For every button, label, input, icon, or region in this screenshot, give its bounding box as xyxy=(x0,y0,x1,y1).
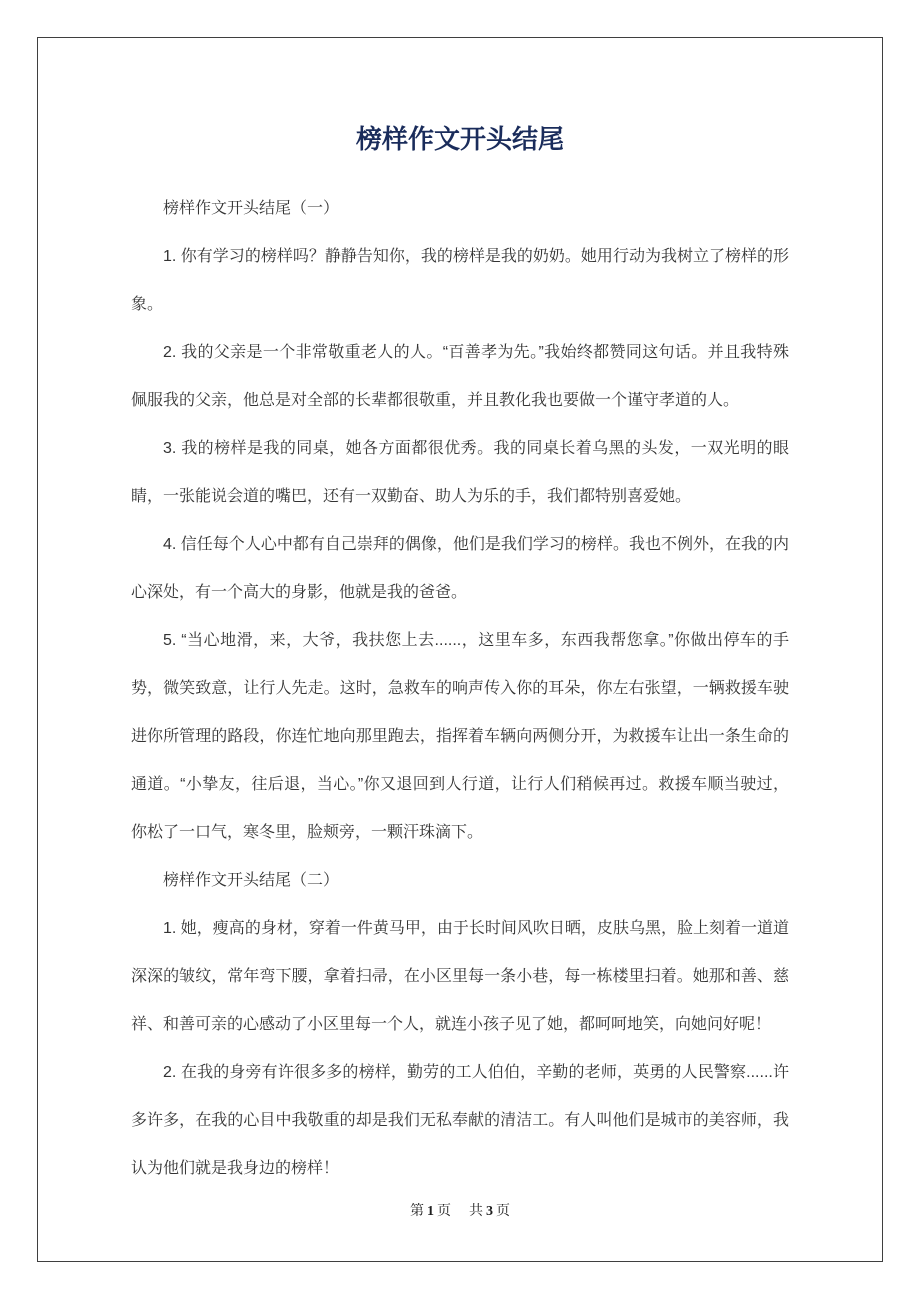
paragraph: 3. 我的榜样是我的同桌，她各方面都很优秀。我的同桌长着乌黑的头发，一双光明的眼睛，一张能说会道的嘴巴，还有一双勤奋、助人为乐的手，我们都特别喜爱她。 xyxy=(131,440,789,505)
paragraph: 1. 你有学习的榜样吗？静静告知你，我的榜样是我的奶奶。她用行动为我树立了榜样的形象。 xyxy=(131,248,789,313)
paragraph: 5. “当心地滑，来，大爷，我扶您上去......，这里车多，东西我帮您拿。”你做出停车的手势，微笑致意，让行人先走。这时，急救车的响声传入你的耳朵，你左右张望，一辆救援车驶进你所管理的路段，你连忙地向那里跑去，指挥着车辆向两侧分开，为救援车让出一条生命的通道。“小挚友，往后退，当心。”你又退回到人行道，让行人们稍候再过。救援车顺当驶过，你松了一口气，寒冬里，脸颊旁，一颗汗珠滴下。 xyxy=(131,632,789,841)
document-title: 榜样作文开头结尾 xyxy=(355,124,564,154)
paragraph: 4. 信任每个人心中都有自己崇拜的偶像，他们是我们学习的榜样。我也不例外，在我的内心深处，有一个高大的身影，他就是我的爸爸。 xyxy=(131,536,789,601)
page-number-label: 第 xyxy=(410,1204,424,1219)
page-count-unit: 页 xyxy=(496,1204,510,1219)
paragraph: 2. 在我的身旁有许很多多的榜样，勤劳的工人伯伯，辛勤的老师，英勇的人民警察......许多许多，在我的心目中我敬重的却是我们无私奉献的清洁工。有人叫他们是城市的美容师，我认为他们就是我身边的榜样！ xyxy=(131,1064,789,1177)
page-count-total: 3 xyxy=(486,1204,493,1219)
document-page xyxy=(37,37,883,1262)
page-number-unit: 页 xyxy=(437,1204,451,1219)
page-count-label: 共 xyxy=(469,1204,483,1219)
document-body xyxy=(131,185,789,1193)
paragraph: 1. 她，瘦高的身材，穿着一件黄马甲，由于长时间风吹日晒，皮肤乌黑，脸上刻着一道道深深的皱纹，常年弯下腰，拿着扫帚，在小区里每一条小巷，每一栋楼里扫着。她那和善、慈祥、和善可亲的心感动了小区里每一个人，就连小孩子见了她，都呵呵地笑，向她问好呢！ xyxy=(131,920,789,1033)
section-heading: 榜样作文开头结尾（二） xyxy=(163,872,340,889)
page-number-current: 1 xyxy=(427,1204,434,1219)
page-footer xyxy=(38,1202,882,1222)
section-heading: 榜样作文开头结尾（一） xyxy=(163,200,340,217)
document-content xyxy=(38,38,882,1261)
paragraph: 2. 我的父亲是一个非常敬重老人的人。“百善孝为先。”我始终都赞同这句话。并且我特殊佩服我的父亲，他总是对全部的长辈都很敬重，并且教化我也要做一个谨守孝道的人。 xyxy=(131,344,789,409)
